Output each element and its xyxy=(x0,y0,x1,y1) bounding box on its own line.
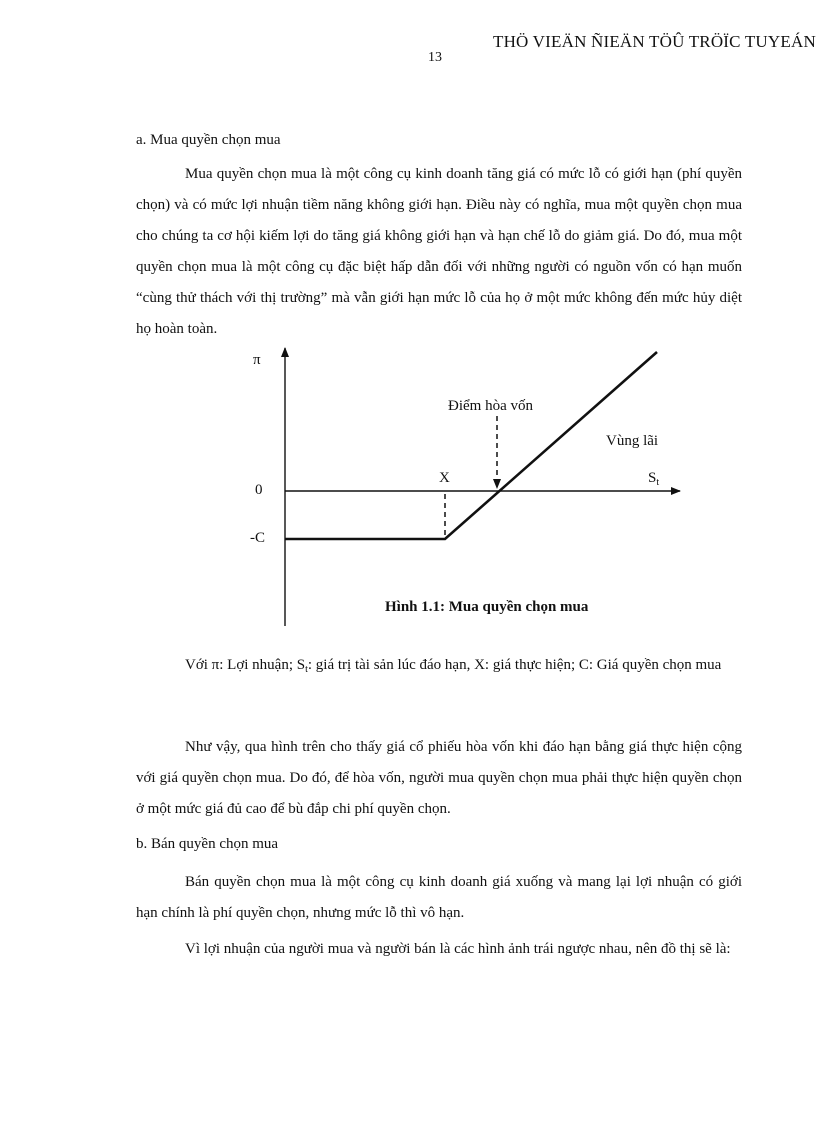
section-b-paragraph-1: Bán quyền chọn mua là một công cụ kinh doanh giá xuống và mang lại lợi nhuận có giới hạn chính là phí quyền chọn, nhưng mức lỗ thì vô hạn. xyxy=(136,874,742,921)
profit-zone-label: Vùng lãi xyxy=(606,433,659,449)
payoff-line xyxy=(285,352,660,539)
page-number: 13 xyxy=(428,50,442,65)
section-a-paragraph: Mua quyền chọn mua là một công cụ kinh doanh tăng giá có mức lỗ có giới hạn (phí quyền chọn) và có mức lợi nhuận tiềm năng không giới hạn. Điều này có nghĩa, mua một quyền chọn mua cho chúng ta cơ hội kiếm lợi do tăng giá không giới hạn và hạn chế lỗ do giảm giá. Do đó, mua một quyền chọn mua là một công cụ đặc biệt hấp dẫn đối với những người có nguồn vốn có hạn muốn “cùng thử thách với thị trường” mà vẫn giới hạn mức lỗ của họ ở một mức không đến mức hủy diệt họ hoàn toàn. xyxy=(136,166,742,337)
strike-x-label: X xyxy=(439,470,450,486)
breakeven-label: Điểm hòa vốn xyxy=(448,398,533,414)
st-sub: t xyxy=(656,477,660,488)
y-axis-label: π xyxy=(253,352,261,368)
legend-paragraph xyxy=(136,650,742,681)
conclusion-paragraph: Như vậy, qua hình trên cho thấy giá cổ phiếu hòa vốn khi đáo hạn bằng giá thực hiện cộng với giá quyền chọn mua. Do đó, để hòa vốn, người mua quyền chọn mua phải thực hiện quyền chọn ở một mức giá đủ cao để bù đắp chi phí quyền chọn. xyxy=(136,739,742,817)
minus-c-label: -C xyxy=(250,530,265,546)
st-main: S xyxy=(648,470,657,486)
legend-sub: t xyxy=(305,664,308,675)
figure-caption: Hình 1.1: Mua quyền chọn mua xyxy=(385,599,589,615)
section-a-heading: a. Mua quyền chọn mua xyxy=(136,132,281,148)
watermark-header: THÖ VIEÄN ÑIEÄN TÖÛ TRÖÏC TUYEÁN xyxy=(493,32,816,51)
legend-rest: : giá trị tài sản lúc đáo hạn, X: giá thực hiện; C: Giá quyền chọn mua xyxy=(307,657,722,673)
section-b-heading: b. Bán quyền chọn mua xyxy=(136,836,279,852)
zero-label: 0 xyxy=(255,482,263,498)
section-b-paragraph-2: Vì lợi nhuận của người mua và người bán là các hình ảnh trái ngược nhau, nên đồ thị sẽ là: xyxy=(185,941,731,957)
st-axis-label xyxy=(648,470,659,487)
legend-prefix: Với π: Lợi nhuận; S xyxy=(185,657,306,673)
